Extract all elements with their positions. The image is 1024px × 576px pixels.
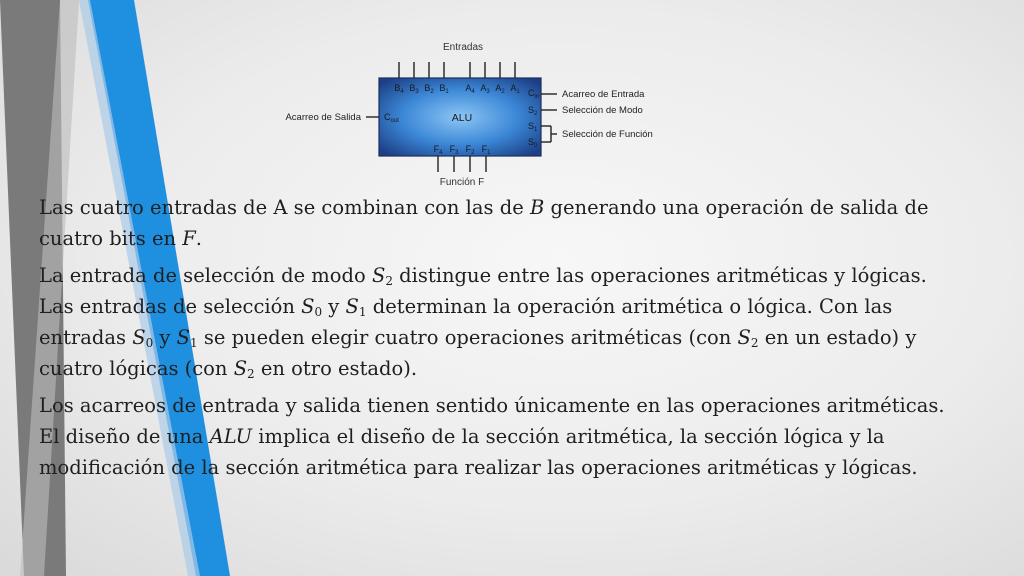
pin-b3: $B_3$ (409, 83, 419, 95)
paragraph-1: Las cuatro entradas de A se combinan con las de B generando una operación de salida de cuatro bits en F. (39, 196, 929, 250)
pin-b2: $B_2$ (424, 83, 434, 95)
entradas-label: Entradas (442, 42, 484, 53)
pin-s2: $S_2$ (528, 105, 538, 117)
alu-label: ALU (451, 112, 473, 124)
seleccion-funcion-label: Selección de Función (562, 129, 653, 140)
control-lines (541, 94, 557, 142)
pin-a3: $A_3$ (480, 83, 490, 95)
pin-f2: $F_2$ (465, 144, 475, 156)
pin-b4: $B_4$ (394, 83, 404, 95)
pin-f4: $F_4$ (433, 144, 443, 156)
funcion-f-label: Función F (439, 177, 485, 188)
slide-body (39, 192, 954, 489)
pin-s0: $S_0$ (528, 137, 538, 149)
output-lines (438, 156, 486, 172)
acarreo-salida-label: Acarreo de Salida (285, 112, 361, 123)
pin-f1: $F_1$ (481, 144, 491, 156)
pin-f3: $F_3$ (449, 144, 459, 156)
input-lines (399, 62, 515, 78)
pin-a4: $A_4$ (465, 83, 475, 95)
paragraph-3: Los acarreos de entrada y salida tienen sentido únicamente en las operaciones aritméticas. El diseño de una ALU implica el diseño de la sección aritmética, la sección lógica y la modificación de la sección aritmética para realizar las operaciones aritméticas y lógicas. (39, 394, 945, 479)
pin-cin: $C_{in}$ (528, 88, 540, 100)
pin-a1: $A_1$ (510, 83, 520, 95)
pin-cout: $C_{out}$ (384, 112, 399, 124)
paragraph-2: La entrada de selección de modo $S_2$ distingue entre las operaciones aritméticas y lógicas. Las entradas de selección $S_0$ y $S_1$ determinan la operación aritmética o lógica. Con las entradas $S_0$ y $S_1$ se pueden elegir cuatro operaciones aritméticas (con $S_2$ en un estado) y cuatro lógicas (con $S_2$ en otro estado). (39, 264, 927, 381)
alu-diagram (0, 0, 1024, 200)
seleccion-modo-label: Selección de Modo (562, 105, 643, 116)
pin-b1: $B_1$ (439, 83, 449, 95)
pin-a2: $A_2$ (495, 83, 505, 95)
pin-s1: $S_1$ (528, 121, 538, 133)
acarreo-entrada-label: Acarreo de Entrada (562, 89, 645, 100)
